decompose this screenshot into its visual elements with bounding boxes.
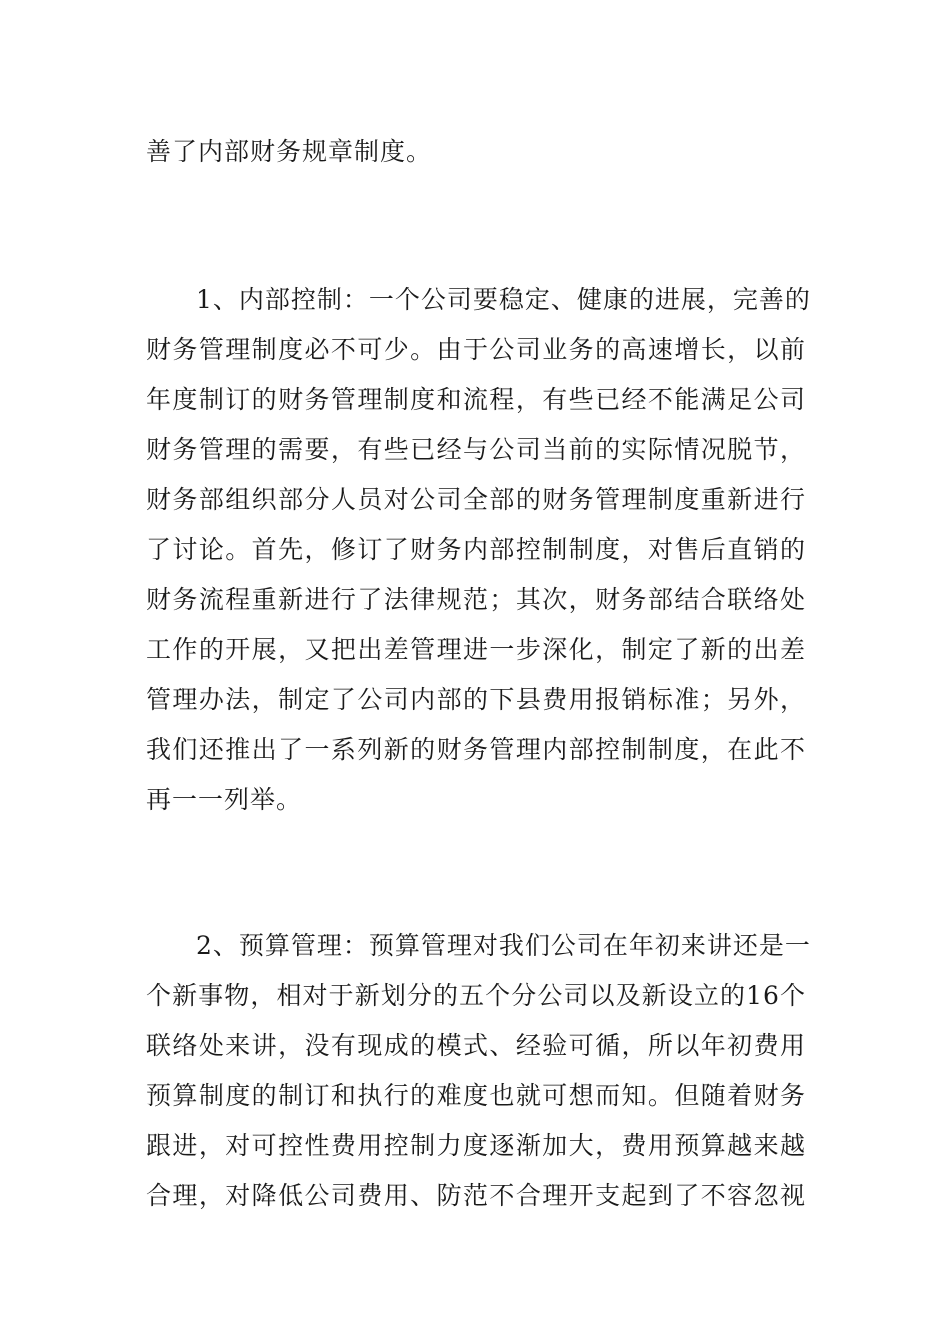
paragraph-line: 善了内部财务规章制度。 bbox=[146, 137, 433, 166]
paragraph-line: 我们还推出了一系列新的财务管理内部控制制度，在此不 bbox=[146, 735, 806, 764]
paragraph-line: 财务部组织部分人员对公司全部的财务管理制度重新进行 bbox=[146, 485, 806, 514]
paragraph-line: 管理办法，制定了公司内部的下县费用报销标准；另外， bbox=[146, 685, 806, 714]
paragraph-line: 财务流程重新进行了法律规范；其次，财务部结合联络处 bbox=[146, 585, 806, 614]
section1-heading-line: 1、内部控制：一个公司要稳定、健康的进展，完善的 bbox=[196, 285, 811, 314]
paragraph-line: 合理，对降低公司费用、防范不合理开支起到了不容忽视 bbox=[146, 1181, 806, 1210]
paragraph-line: 跟进，对可控性费用控制力度逐渐加大，费用预算越来越 bbox=[146, 1131, 806, 1160]
paragraph-line: 再一一列举。 bbox=[146, 785, 303, 814]
paragraph-line: 财务管理的需要，有些已经与公司当前的实际情况脱节， bbox=[146, 435, 806, 464]
section2-heading-line: 2、预算管理：预算管理对我们公司在年初来讲还是一 bbox=[196, 931, 811, 960]
paragraph-line: 了讨论。首先，修订了财务内部控制制度，对售后直销的 bbox=[146, 535, 806, 564]
paragraph-line: 联络处来讲，没有现成的模式、经验可循，所以年初费用 bbox=[146, 1031, 806, 1060]
paragraph-line: 财务管理制度必不可少。由于公司业务的高速增长，以前 bbox=[146, 335, 806, 364]
paragraph-line: 工作的开展，又把出差管理进一步深化，制定了新的出差 bbox=[146, 635, 806, 664]
paragraph-line: 预算制度的制订和执行的难度也就可想而知。但随着财务 bbox=[146, 1081, 806, 1110]
paragraph-line: 年度制订的财务管理制度和流程，有些已经不能满足公司 bbox=[146, 385, 806, 414]
paragraph-line: 个新事物，相对于新划分的五个分公司以及新设立的16个 bbox=[146, 981, 806, 1010]
